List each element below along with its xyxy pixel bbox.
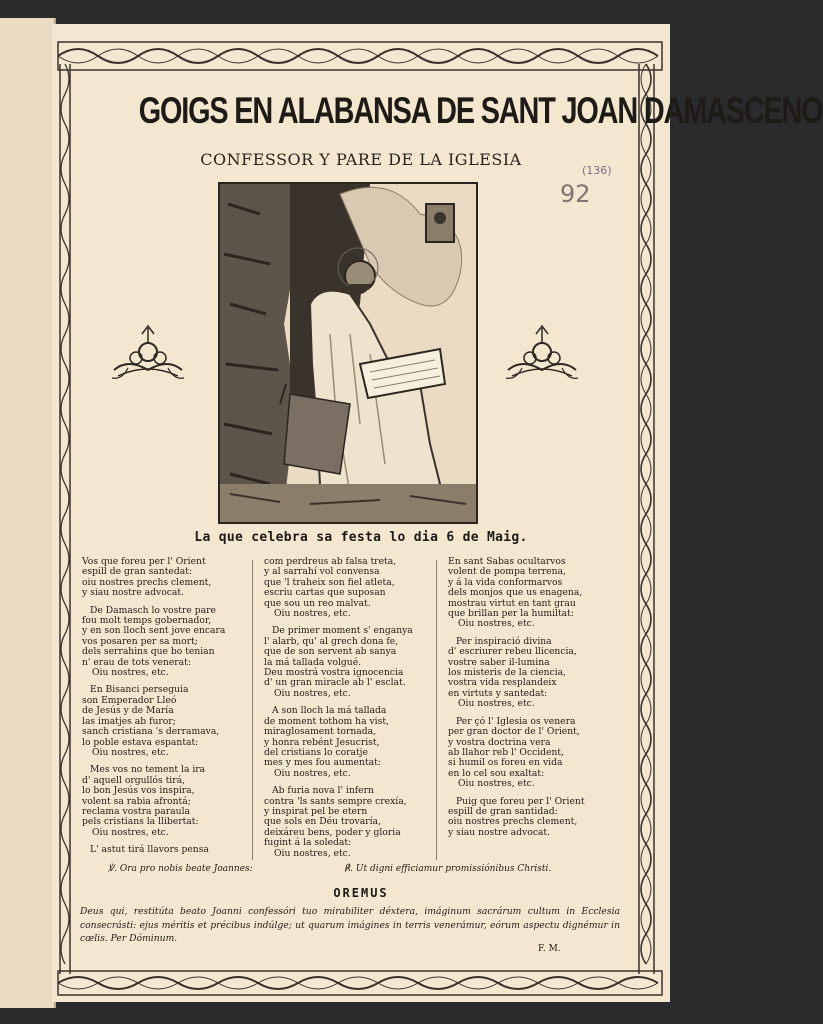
verse-line: deixáreu bens, poder y gloria — [264, 826, 401, 838]
verse-line: y vostra doctrina vera — [448, 736, 551, 748]
verse-line: com perdreus ab falsa treta, — [264, 556, 397, 567]
verse-line: ab llahor reb l' Occident, — [448, 746, 565, 758]
verse-line: lo poble estava espantat: — [82, 736, 199, 748]
verse-line: Oiu nostres, etc. — [458, 778, 535, 790]
verse-line: A son lloch la má tallada — [272, 705, 387, 717]
verse-line: Puig que foreu per l' Orient — [456, 795, 585, 807]
verse-line: Mes vos no tement la ira — [90, 764, 206, 776]
verse-line: Per çó l' Iglesia os venera — [456, 715, 576, 727]
column-divider — [252, 560, 253, 860]
page-title: GOIGS EN ALABANSA DE SANT JOAN DAMASCENO — [138, 90, 823, 131]
verse-line: y honra rebént Jesucrist, — [264, 736, 380, 748]
verse-line: Oiu nostres, etc. — [92, 746, 169, 758]
goigs-sheet — [52, 24, 823, 1002]
verse-line: dels serrahins que bo tenian — [82, 646, 215, 658]
verse-line: espill de gran santidad: — [448, 805, 558, 817]
verse-line: que sou un reo malvat. — [264, 597, 371, 609]
handwritten-number: 92 — [560, 180, 591, 208]
verse-line: la má tallada volgué. — [264, 656, 362, 668]
verse-line: De primer moment s' enganya — [272, 625, 413, 637]
verse-line: oiu nostres prechs clement, — [82, 576, 212, 588]
verse-line: En sant Sabas ocultarvos — [448, 556, 566, 567]
verse-line: mostrau virtut en tant grau — [448, 597, 576, 609]
verse-line: d' un gran miracle ab l' esclat. — [264, 677, 406, 689]
saint-engraving — [218, 182, 478, 524]
verse-line: y á la vida conformarvos — [448, 576, 563, 588]
top-decorative-border — [56, 38, 664, 74]
verse-line: volent de pompa terrena, — [448, 566, 566, 578]
verse-line: mes y mes fou aumentat: — [264, 757, 381, 769]
verse-line: de Jesús y de María — [82, 705, 174, 717]
verse-line: En Bisanci perseguia — [90, 684, 189, 696]
right-floral-ornament — [502, 318, 582, 388]
page-subtitle: CONFESSOR Y PARE DE LA IGLESIA — [200, 150, 522, 169]
right-decorative-border — [634, 64, 660, 974]
verse-line: contra 'ls sants sempre crexía, — [264, 795, 407, 807]
verse-line: d' aquell orgullós tirá, — [82, 774, 186, 786]
verse-line: dels monjos que us enagena, — [448, 587, 583, 599]
author-initials: F. M. — [538, 944, 561, 954]
verse-line: si humil os foreu en vida — [448, 757, 563, 769]
verse-line: Oiu nostres, etc. — [458, 618, 535, 630]
verse-line: en lo cel sou exaltat: — [448, 767, 545, 779]
verse-line: Oiu nostres, etc. — [274, 847, 351, 859]
verse-line: L' astut tirá llavors pensa — [90, 844, 209, 856]
left-decorative-border — [56, 64, 74, 974]
verse-line: volent sa rabia afrontá; — [82, 795, 191, 807]
verse-line: espill de gran santedat: — [82, 566, 192, 578]
response: ℟. Ut digni efficiamur promissiónibus Christi. — [344, 864, 552, 874]
closing-prayer: Deus qui, restitúta beato Joanni confessóri tuo mirabiliter déxtera, imáginum sacrárum cultum in Ecclesia consecrásti: ejus méritis et précibus indúlge; ut quarum imágines in terris venerámur, eórum aspectu dignémur in cœlis. Per Dóminum. — [80, 906, 620, 944]
verse-line: vos posaren per sa mort; — [82, 635, 198, 647]
verse-line: Oiu nostres, etc. — [274, 608, 351, 620]
verse-line: que brillan per la humiltat: — [448, 608, 574, 620]
verse-line: vostre saber il-lumina — [448, 656, 550, 668]
verse-line: Ab furia nova l' infern — [272, 785, 374, 797]
verse-line: lo bon Jesús vos inspira, — [82, 785, 195, 797]
verse-line: fugint á la soledat: — [264, 837, 352, 849]
verse-line: miraglosament tornada, — [264, 726, 377, 738]
feast-day-line: La que celebra sa festa lo dia 6 de Maig. — [194, 530, 528, 545]
verse-line: d' escriurer rebeu llicencia, — [448, 646, 577, 658]
verse-line: per gran doctor de l' Orient, — [448, 726, 580, 738]
verse-line: y inspirat pel be etern — [264, 805, 368, 817]
verse-column-3 — [448, 557, 624, 838]
verse-line: que 'l traheix son fiel atleta, — [264, 576, 395, 588]
verse-line: que de son servent ab sanya — [264, 646, 397, 658]
verse-line: reclama vostra paraula — [82, 805, 190, 817]
adjacent-page-edge — [0, 18, 56, 1008]
column-divider — [436, 560, 437, 860]
verse-column-1 — [82, 557, 252, 856]
verse-line: oiu nostres prechs clement, — [448, 816, 578, 828]
handwritten-code: (136) — [582, 164, 612, 177]
verse-line: vostra vida resplandeix — [448, 677, 557, 689]
verse-line: fou molt temps gobernador, — [82, 615, 212, 627]
verse-line: y siau nostre advocat. — [82, 587, 185, 599]
verse-line: de moment tothom ha vist, — [264, 715, 389, 727]
verse-line: Per inspiració divina — [456, 635, 552, 647]
verse-line: Vos que foreu per l' Orient — [82, 556, 206, 567]
oremus-heading: OREMUS — [333, 886, 389, 900]
verse-line: y al sarrahí vol convensa — [264, 566, 380, 578]
verse-line: Oiu nostres, etc. — [274, 767, 351, 779]
verse-line: escriu cartas que suposan — [264, 587, 386, 599]
verse-line: pels cristians la llibertat: — [82, 816, 199, 828]
verse-line: De Damasch lo vostre pare — [90, 604, 216, 616]
verse-line: Oiu nostres, etc. — [92, 667, 169, 679]
versicle: ℣. Ora pro nobis beate Joannes: — [108, 864, 253, 874]
left-floral-ornament — [108, 318, 188, 388]
verse-line: Oiu nostres, etc. — [458, 698, 535, 710]
verse-line: Deu mostrá vostra ignocencia — [264, 667, 404, 679]
verse-line: que sols en Déu trovaría, — [264, 816, 381, 828]
verse-line: l' alarb, qu' al grech dona fe, — [264, 635, 399, 647]
verse-line: del cristians lo coratje — [264, 746, 368, 758]
verse-line: n' erau de tots venerat: — [82, 656, 191, 668]
verse-line: en virtuts y santedat: — [448, 687, 548, 699]
verse-line: y siau nostre advocat. — [448, 826, 551, 838]
verse-line: sanch cristiana 's derramava, — [82, 726, 220, 738]
verse-line: y en son lloch sent jove encara — [82, 625, 226, 637]
bottom-decorative-border — [56, 968, 664, 998]
verse-column-2 — [264, 557, 434, 859]
verse-line: los misteris de la ciencia, — [448, 667, 567, 679]
verse-line: las imatjes ab furor; — [82, 715, 176, 727]
verse-line: Oiu nostres, etc. — [92, 826, 169, 838]
verse-line: son Emperador Lleó — [82, 694, 177, 706]
verse-line: Oiu nostres, etc. — [274, 687, 351, 699]
